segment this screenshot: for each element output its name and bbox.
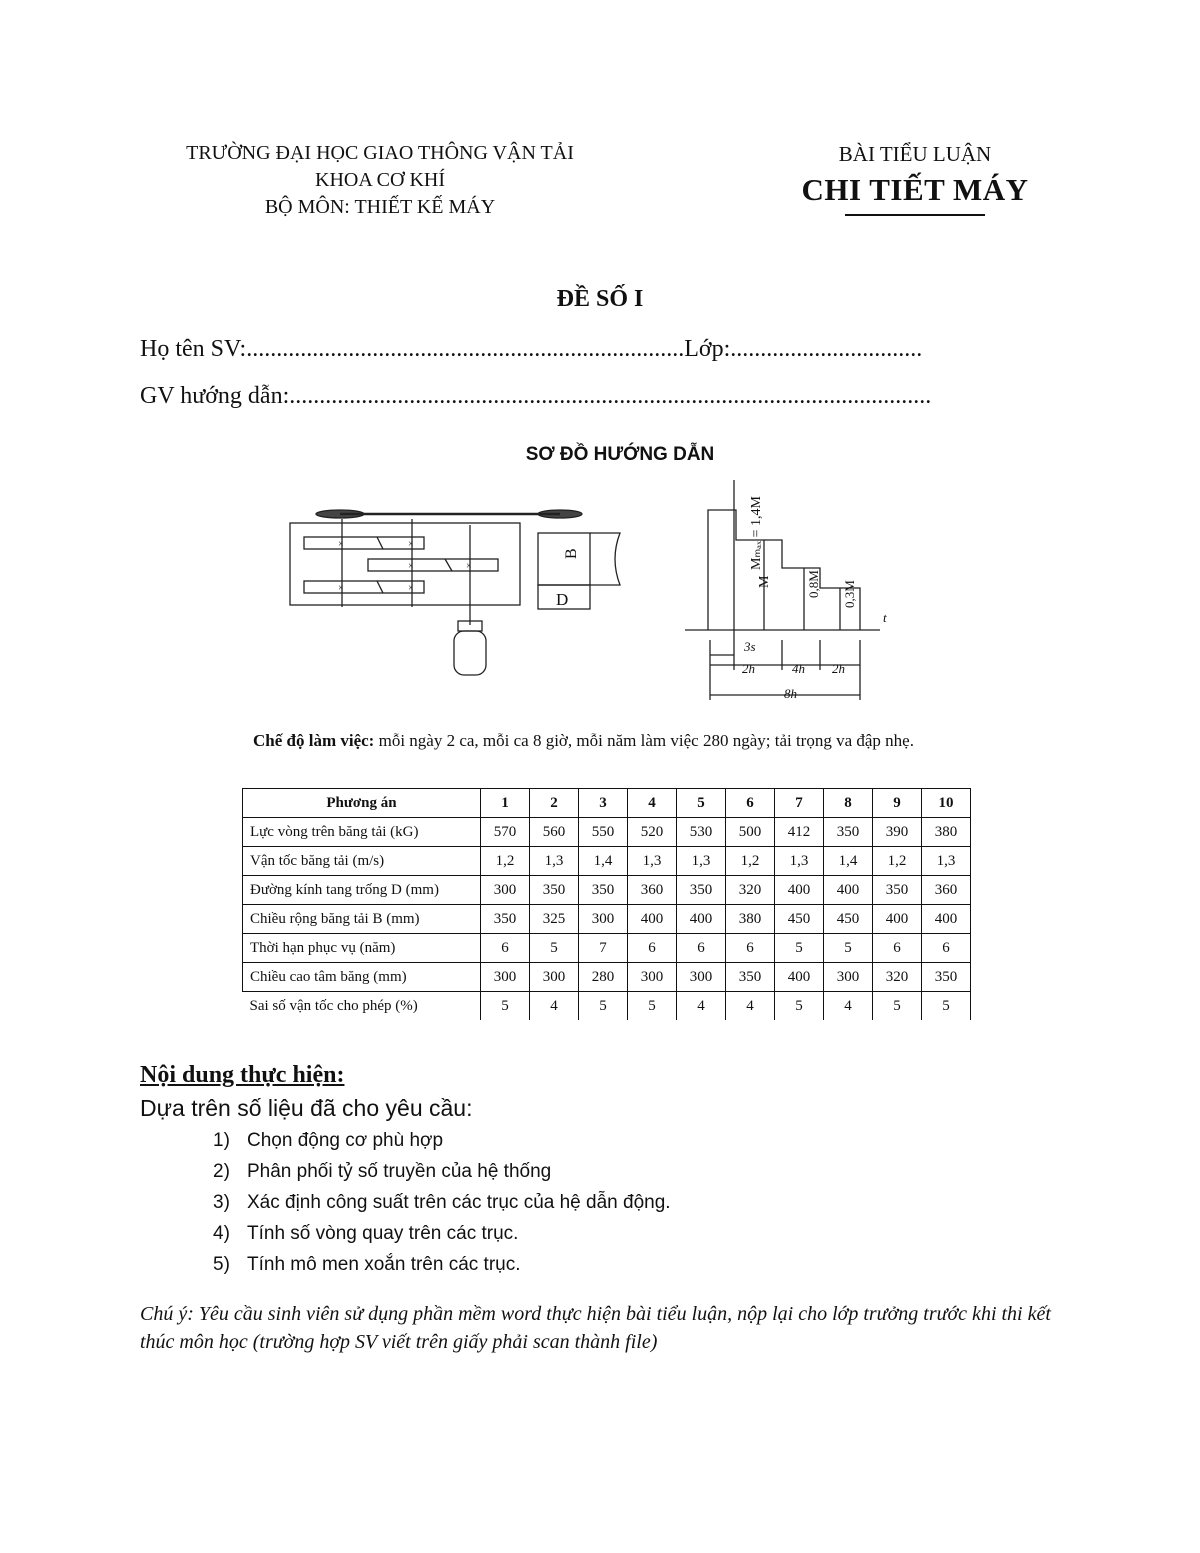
table-cell: 5 — [481, 992, 530, 1021]
table-row — [243, 905, 971, 934]
table-cell: 350 — [530, 876, 579, 905]
electric-motor — [454, 631, 486, 675]
gear-lower — [304, 581, 424, 593]
table-row — [243, 818, 971, 847]
table-cell: 300 — [481, 963, 530, 992]
table-row — [243, 876, 971, 905]
label-m: M — [757, 575, 772, 588]
table-cell: 412 — [775, 818, 824, 847]
task-item — [213, 1156, 671, 1187]
table-cell: 1,3 — [922, 847, 971, 876]
table-cell: 350 — [726, 963, 775, 992]
table-cell: 5 — [628, 992, 677, 1021]
table-cell: 4 — [530, 992, 579, 1021]
table-cell: 300 — [481, 876, 530, 905]
table-cell: 300 — [677, 963, 726, 992]
exam-number: ĐỀ SỐ I — [556, 286, 644, 312]
work-mode-text: mỗi ngày 2 ca, mỗi ca 8 giờ, mỗi năm làm việc 280 ngày; tải trọng va đập nhẹ. — [374, 731, 914, 750]
load-diagram — [680, 470, 910, 715]
table-cell: 400 — [775, 963, 824, 992]
table-cell: 450 — [775, 905, 824, 934]
table-row-label: Vận tốc băng tải (m/s) — [243, 847, 481, 876]
task-text: Chọn động cơ phù hợp — [247, 1130, 444, 1151]
label-4h: 4h — [792, 661, 805, 676]
table-col-header: 1 — [481, 789, 530, 818]
drum-diameter-label: D — [556, 590, 569, 609]
label-8h: 8h — [784, 686, 797, 701]
parameters-table — [242, 788, 971, 1020]
table-cell: 4 — [824, 992, 873, 1021]
advisor-field: GV hướng dẫn:........................................................................................................... — [140, 383, 932, 409]
table-cell: 5 — [922, 992, 971, 1021]
table-cell: 500 — [726, 818, 775, 847]
work-mode-label: Chế độ làm việc: — [253, 731, 375, 750]
department-name: BỘ MÔN: THIẾT KẾ MÁY — [264, 196, 496, 218]
table-cell: 6 — [677, 934, 726, 963]
label-2h-second: 2h — [832, 661, 845, 676]
faculty-name: KHOA CƠ KHÍ — [315, 169, 445, 191]
table-row — [243, 847, 971, 876]
diagram-title: SƠ ĐỒ HƯỚNG DẪN — [525, 444, 715, 465]
task-item — [213, 1187, 671, 1218]
task-number: 1) — [213, 1130, 230, 1151]
bearing-mark: × — [408, 539, 414, 550]
institution-header — [120, 140, 640, 221]
table-cell: 1,3 — [775, 847, 824, 876]
table-cell: 400 — [824, 876, 873, 905]
table-cell: 325 — [530, 905, 579, 934]
task-number: 2) — [213, 1161, 230, 1182]
table-cell: 400 — [873, 905, 922, 934]
label-08m: 0,8M — [806, 570, 821, 598]
gear-teeth-mark — [377, 537, 383, 549]
work-mode — [253, 728, 953, 754]
university-name: TRƯỜNG ĐẠI HỌC GIAO THÔNG VẬN TẢI — [186, 142, 574, 164]
table-cell: 1,3 — [530, 847, 579, 876]
table-cell: 6 — [726, 934, 775, 963]
table-row-label: Chiều cao tâm băng (mm) — [243, 963, 481, 992]
bearing-mark: × — [338, 583, 344, 594]
table-col-header: 2 — [530, 789, 579, 818]
table-row-label: Lực vòng trên băng tải (kG) — [243, 818, 481, 847]
document-title-block — [790, 140, 1040, 216]
table-row-label: Sai số vận tốc cho phép (%) — [243, 992, 481, 1021]
table-cell: 1,4 — [579, 847, 628, 876]
task-number: 4) — [213, 1223, 230, 1244]
table-row-label: Chiều rộng băng tải B (mm) — [243, 905, 481, 934]
table-col-header: 10 — [922, 789, 971, 818]
task-item — [213, 1218, 671, 1249]
table-col-header: 6 — [726, 789, 775, 818]
table-cell: 5 — [579, 992, 628, 1021]
table-row-label: Đường kính tang trống D (mm) — [243, 876, 481, 905]
conveyor-belt — [590, 533, 620, 585]
table-cell: 350 — [922, 963, 971, 992]
table-cell: 530 — [677, 818, 726, 847]
section-intro: Dựa trên số liệu đã cho yêu cầu: — [140, 1095, 473, 1121]
table-cell: 400 — [628, 905, 677, 934]
table-cell: 5 — [824, 934, 873, 963]
table-col-header: 9 — [873, 789, 922, 818]
task-item — [213, 1125, 671, 1156]
table-cell: 4 — [677, 992, 726, 1021]
table-cell: 520 — [628, 818, 677, 847]
label-2h-first: 2h — [742, 661, 755, 676]
table-cell: 300 — [530, 963, 579, 992]
gear-teeth-mark — [445, 559, 452, 571]
bearing-mark: × — [338, 539, 344, 550]
table-cell: 400 — [775, 876, 824, 905]
table-cell: 5 — [530, 934, 579, 963]
table-col-header: 4 — [628, 789, 677, 818]
task-number: 3) — [213, 1192, 230, 1213]
task-number: 5) — [213, 1254, 230, 1275]
title-underline — [845, 214, 985, 216]
table-cell: 350 — [579, 876, 628, 905]
table-cell: 5 — [873, 992, 922, 1021]
doc-type: BÀI TIỂU LUẬN — [838, 142, 992, 166]
table-cell: 450 — [824, 905, 873, 934]
bearing-mark: × — [466, 561, 472, 572]
table-row — [243, 992, 971, 1021]
table-cell: 1,4 — [824, 847, 873, 876]
table-cell: 320 — [873, 963, 922, 992]
table-col-header: 3 — [579, 789, 628, 818]
task-text: Tính số vòng quay trên các trục. — [247, 1223, 519, 1244]
table-cell: 380 — [726, 905, 775, 934]
table-cell: 4 — [726, 992, 775, 1021]
table-cell: 6 — [481, 934, 530, 963]
table-cell: 1,2 — [873, 847, 922, 876]
table-row-label: Thời hạn phục vụ (năm) — [243, 934, 481, 963]
task-text: Phân phối tỷ số truyền của hệ thống — [247, 1161, 552, 1182]
table-cell: 7 — [579, 934, 628, 963]
table-cell: 6 — [628, 934, 677, 963]
table-cell: 6 — [873, 934, 922, 963]
student-name-field: Họ tên SV:.........................................................................Lớp:................................ — [140, 336, 923, 362]
table-row — [243, 934, 971, 963]
task-text: Tính mô men xoắn trên các trục. — [247, 1254, 521, 1275]
label-03m: 0,3M — [842, 580, 857, 608]
table-cell: 1,3 — [677, 847, 726, 876]
gear-upper — [304, 537, 424, 549]
table-cell: 380 — [922, 818, 971, 847]
table-cell: 300 — [628, 963, 677, 992]
table-cell: 570 — [481, 818, 530, 847]
table-cell: 350 — [873, 876, 922, 905]
task-list — [213, 1125, 671, 1280]
table-cell: 6 — [922, 934, 971, 963]
load-step-curve — [708, 510, 860, 630]
table-body — [243, 818, 971, 1021]
bearing-mark: × — [408, 561, 414, 572]
note: Chú ý: Yêu cầu sinh viên sử dụng phần mềm word thực hiện bài tiểu luận, nộp lại cho lớp trưởng trước khi thi kết thúc môn học (trường hợp SV viết trên giấy phải scan thành file) — [140, 1303, 1051, 1353]
table-cell: 350 — [481, 905, 530, 934]
gear-middle — [368, 559, 498, 571]
gear-teeth-mark — [377, 581, 383, 593]
table-cell: 400 — [677, 905, 726, 934]
table-cell: 550 — [579, 818, 628, 847]
table-cell: 390 — [873, 818, 922, 847]
table-cell: 350 — [824, 818, 873, 847]
table-cell: 300 — [579, 905, 628, 934]
subject-title: CHI TIẾT MÁY — [801, 172, 1029, 207]
table-row — [243, 963, 971, 992]
drive-schematic — [280, 495, 640, 710]
table-cell: 360 — [922, 876, 971, 905]
table-cell: 560 — [530, 818, 579, 847]
table-cell: 320 — [726, 876, 775, 905]
table-cell: 5 — [775, 934, 824, 963]
table-cell: 360 — [628, 876, 677, 905]
table-cell: 1,2 — [726, 847, 775, 876]
table-col-header: 8 — [824, 789, 873, 818]
table-cell: 1,2 — [481, 847, 530, 876]
label-t: t — [883, 610, 887, 625]
table-cell: 350 — [677, 876, 726, 905]
table-header-row — [243, 789, 971, 818]
table-col-header: 5 — [677, 789, 726, 818]
task-text: Xác định công suất trên các trục của hệ dẫn động. — [247, 1192, 671, 1213]
table-cell: 300 — [824, 963, 873, 992]
label-3s: 3s — [744, 639, 756, 654]
section-heading: Nội dung thực hiện: — [140, 1062, 345, 1088]
belt-width-label: B — [563, 548, 580, 559]
task-item — [213, 1249, 671, 1280]
table-header-label: Phương án — [243, 789, 481, 818]
table-col-header: 7 — [775, 789, 824, 818]
bearing-mark: × — [408, 583, 414, 594]
table-cell: 5 — [775, 992, 824, 1021]
table-cell: 280 — [579, 963, 628, 992]
label-mmax: Mₘₐₓ = 1,4M — [749, 496, 764, 570]
table-cell: 400 — [922, 905, 971, 934]
table-cell: 1,3 — [628, 847, 677, 876]
